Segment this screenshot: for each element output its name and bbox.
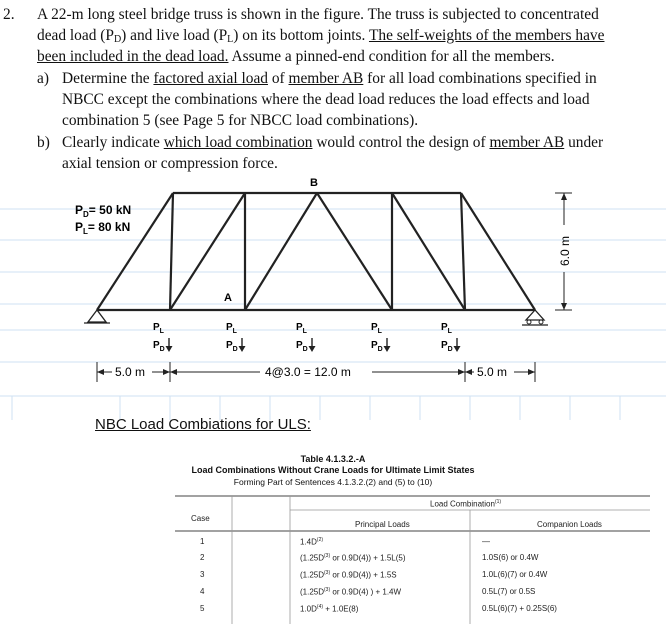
joint-load <box>441 322 461 353</box>
svg-text:PD: $P_D$ <box>371 340 383 353</box>
nbc-heading: NBC Load Combiations for ULS: <box>95 416 311 433</box>
intro-line-1: A 22-m long steel bridge truss is shown in the figure. The truss is subjected to concentrated <box>37 6 599 23</box>
svg-text:PL: $P_L$ <box>153 322 164 335</box>
load-legend <box>75 203 131 236</box>
part-b-line-2: axial tension or compression force. <box>62 155 278 172</box>
part-a-line-2: NBCC except the combinations where the dead load reduces the load effects and load <box>62 91 590 108</box>
dim-mid-label: 4@3.0 = 12.0 m <box>265 365 351 379</box>
joint-label-b: B <box>310 177 318 189</box>
col-group-header: Load Combination$^{(1)}$ <box>430 499 502 509</box>
svg-text:PD= 50 kN: $P_D= 50$ kN <box>75 203 132 219</box>
svg-text:PL: $P_L$ <box>441 322 452 335</box>
svg-text:PD: $P_D$ <box>226 340 238 353</box>
svg-text:PD: $P_D$ <box>441 340 453 353</box>
part-a-line-1: Determine the factored axial load of member AB for all load combinations specified in <box>62 70 597 87</box>
question-number: 2. <box>3 6 15 23</box>
joint-load <box>296 322 316 353</box>
dim-right-label: 5.0 m <box>477 365 508 379</box>
joint-label-a: A <box>224 292 232 304</box>
pin-support-left <box>84 310 110 323</box>
svg-text:PL= 80 kN: $P_L= 80$ kN <box>75 220 131 236</box>
dim-height-label: 6.0 m <box>558 235 572 266</box>
intro-line-2: dead load (PD) and live load (PL) on its bottom joints. The self-weights of the members have <box>37 27 605 45</box>
truss-members <box>97 193 535 310</box>
svg-text:PL: $P_L$ <box>371 322 382 335</box>
svg-text:PD: $P_D$ <box>153 340 165 353</box>
svg-text:PL: $P_L$ <box>226 322 237 335</box>
part-a-label: a) <box>37 70 49 87</box>
intro-line-3: been included in the dead load. Assume a pinned-end condition for all the members. <box>37 48 555 65</box>
roller-support-right <box>522 310 548 325</box>
truss-figure <box>0 170 666 430</box>
end-post-right <box>461 193 535 310</box>
joint-load <box>153 322 173 353</box>
joint-load <box>371 322 391 353</box>
part-b-label: b) <box>37 134 50 151</box>
table-subtitle: Load Combinations Without Crane Loads for Ultimate Limit States <box>191 465 475 475</box>
dim-left-label: 5.0 m <box>115 365 146 379</box>
svg-text:PL: $P_L$ <box>296 322 307 335</box>
col-case-header: Case <box>191 514 210 523</box>
part-b-line-1: Clearly indicate which load combination would control the design of member AB under <box>62 134 604 151</box>
part-a-line-3: combination 5 (see Page 5 for NBCC load combinations). <box>62 112 419 129</box>
col-principal-header: Principal Loads <box>355 520 410 529</box>
joint-load <box>226 322 246 353</box>
col-companion-header: Companion Loads <box>537 520 602 529</box>
table-subtitle-2: Forming Part of Sentences 4.1.3.2.(2) and (5) to (10) <box>233 477 433 487</box>
table-title: Table 4.1.3.2.-A <box>300 454 366 464</box>
svg-text:PD: $P_D$ <box>296 340 308 353</box>
